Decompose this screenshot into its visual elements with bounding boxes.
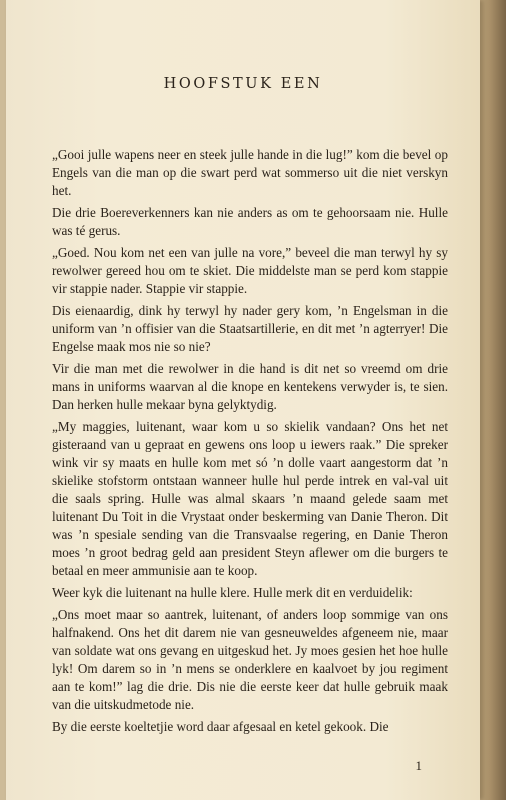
paragraph: Weer kyk die luitenant na hulle klere. Hulle merk dit en verduidelik: — [52, 585, 413, 600]
paragraph: Die drie Boereverkenners kan nie anders as om te gehoorsaam nie. Hulle was té gerus. — [52, 205, 448, 238]
chapter-title: HOOFSTUK EEN — [163, 76, 323, 92]
body-text — [52, 146, 448, 740]
paragraph: Vir die man met die rewolwer in die hand is dit net so vreemd om drie mans in uniforms waarvan al die knope en kentekens verwyder is, te sien. Dan herken hulle mekaar byna gelyktydig. — [52, 361, 448, 412]
page-edge — [480, 0, 506, 800]
paragraph: „Goed. Nou kom net een van julle na vore,” beveel die man terwyl hy sy rewolwer gereed hou om te skiet. Die middelste man se perd kom stappie vir stappie nader. Stappie vir stappie. — [52, 245, 448, 296]
page-number: 1 — [415, 758, 422, 773]
paragraph: Dis eienaardig, dink hy terwyl hy nader gery kom, ’n Engelsman in die uniform van ’n offisier van die Staatsartillerie, en dit met ’n agterryer! Die Engelse maak mos nie so nie? — [52, 303, 448, 354]
paragraph: „Ons moet maar so aantrek, luitenant, of anders loop sommige van ons halfnakend. Ons het dit darem nie van gesneuweldes afgeneem nie, maar van soldate wat ons gevang en uitgeskud het. Jy moes gesien het hoe hulle lyk! Om darem so in ’n mens se onderklere en kaalvoet by jou regiment aan te kom!” lag die drie. Dis nie die eerste keer dat hulle gebruik maak van die uitskudmetode nie. — [52, 607, 448, 712]
book-page — [6, 0, 480, 800]
paragraph: „My maggies, luitenant, waar kom u so skielik vandaan? Ons het net gisteraand van u gepraat en gewens ons loop u iewers raak.” Die spreker wink vir sy maats en hulle kom met só ’n dolle vaart aangestorm dat ’n skielike stofstorm ontstaan wanneer hulle hul perde intrek en val-val uit die saals spring. Hulle was almal skaars ’n maand gelede saam met luitenant Du Toit in die Vrystaat onder beskerming van Danie Theron. Dit was ’n spesiale sending van die Transvaalse regering, en Danie Theron moes ’n groot bedrag geld aan president Steyn aflewer om die burgers te betaal en meer ammunisie aan te koop. — [52, 419, 448, 578]
paragraph: „Gooi julle wapens neer en steek julle hande in die lug!” kom die bevel op Engels van die man op die swart perd wat sommerso uit die niet verskyn het. — [52, 147, 448, 198]
paragraph: By die eerste koeltetjie word daar afgesaal en ketel gekook. Die — [52, 719, 389, 734]
